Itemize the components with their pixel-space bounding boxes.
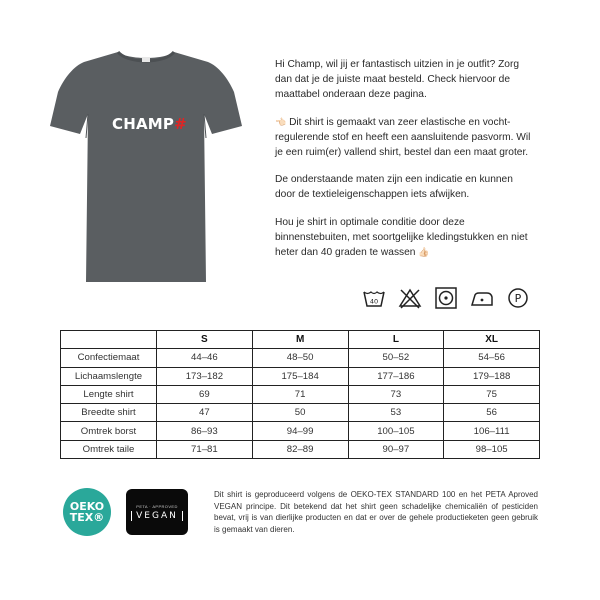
table-cell: 173–182 (157, 367, 253, 385)
table-cell: 69 (157, 385, 253, 403)
size-note-paragraph: De onderstaande maten zijn een indicatie en kunnen door de textieleigenschappen iets afwijken. (275, 174, 513, 201)
table-cell: 71–81 (157, 440, 253, 458)
row-label: Breedte shirt (61, 404, 157, 422)
table-cell: 90–97 (348, 440, 444, 458)
table-cell: 100–105 (348, 422, 444, 440)
table-cell: 47 (157, 404, 253, 422)
iron-low-icon (470, 287, 494, 309)
tshirt-image (46, 48, 246, 284)
header-cell (61, 331, 157, 349)
table-row (61, 367, 540, 385)
table-cell: 50–52 (348, 349, 444, 367)
table-cell: 53 (348, 404, 444, 422)
intro-paragraph: Hi Champ, wil jij er fantastisch uitzien in je outfit? Zorg dan dat je de juiste maat besteld. Check hiervoor de maattabel onderaan deze pagina. (275, 59, 520, 101)
row-label: Lichaamslengte (61, 367, 157, 385)
header-cell: XL (444, 331, 540, 349)
dry-clean-p-icon (506, 287, 530, 309)
size-table-header (61, 331, 540, 349)
peta-vegan-logo: PETA · APPROVED VEGAN (126, 489, 188, 535)
table-row (61, 440, 540, 458)
table-cell: 75 (444, 385, 540, 403)
row-label: Omtrek borst (61, 422, 157, 440)
table-row (61, 385, 540, 403)
thumbs-up-icon: 👍🏻 (418, 247, 430, 258)
table-row (61, 422, 540, 440)
table-row (61, 349, 540, 367)
header-cell: M (252, 331, 348, 349)
svg-text:40: 40 (369, 297, 379, 306)
row-label: Confectiemaat (61, 349, 157, 367)
row-label: Lengte shirt (61, 385, 157, 403)
table-cell: 48–50 (252, 349, 348, 367)
svg-text:P: P (514, 292, 522, 305)
tshirt-shape (46, 48, 246, 284)
table-cell: 71 (252, 385, 348, 403)
table-cell: 177–186 (348, 367, 444, 385)
table-cell: 56 (444, 404, 540, 422)
table-cell: 54–56 (444, 349, 540, 367)
table-row (61, 404, 540, 422)
row-label: Omtrek taile (61, 440, 157, 458)
table-cell: 98–105 (444, 440, 540, 458)
material-paragraph: 👈🏻 Dit shirt is gemaakt van zeer elastische en vocht-regulerende stof en heeft een aansluitende pasvorm. Wil je een ruim(er) vallend shirt, bestel dan een maat groter. (275, 116, 531, 159)
size-table (60, 330, 540, 459)
table-cell: 106–111 (444, 422, 540, 440)
wash-40-icon (362, 287, 386, 309)
no-bleach-icon (398, 287, 422, 309)
oeko-tex-logo: OEKO TEX® (63, 488, 111, 536)
certification-text: Dit shirt is geproduceerd volgens de OEKO-TEX STANDARD 100 en het PETA Aproved VEGAN principe. Dit betekend dat het shirt geen schadelijke chemicaliën of pesticiden bevat, vrij is van dierlijke producten en dat er over de gehele productieketen geen gebruik is gemaakt van dieren. (214, 490, 538, 534)
table-cell: 94–99 (252, 422, 348, 440)
shirt-brand-print: CHAMP# (112, 115, 187, 133)
tumble-dry-icon (434, 287, 458, 309)
product-description (275, 57, 535, 272)
table-cell: 175–184 (252, 367, 348, 385)
table-cell: 73 (348, 385, 444, 403)
table-cell: 179–188 (444, 367, 540, 385)
table-cell: 86–93 (157, 422, 253, 440)
table-cell: 44–46 (157, 349, 253, 367)
header-cell: S (157, 331, 253, 349)
care-paragraph: Hou je shirt in optimale conditie door deze binnenstebuiten, met soortgelijke kledingstukken en niet heter dan 40 graden te wassen 👍🏻 (275, 216, 528, 259)
pointing-hand-icon: 👈🏻 (275, 116, 287, 127)
care-icons (362, 287, 530, 309)
table-cell: 50 (252, 404, 348, 422)
header-cell: L (348, 331, 444, 349)
table-cell: 82–89 (252, 440, 348, 458)
